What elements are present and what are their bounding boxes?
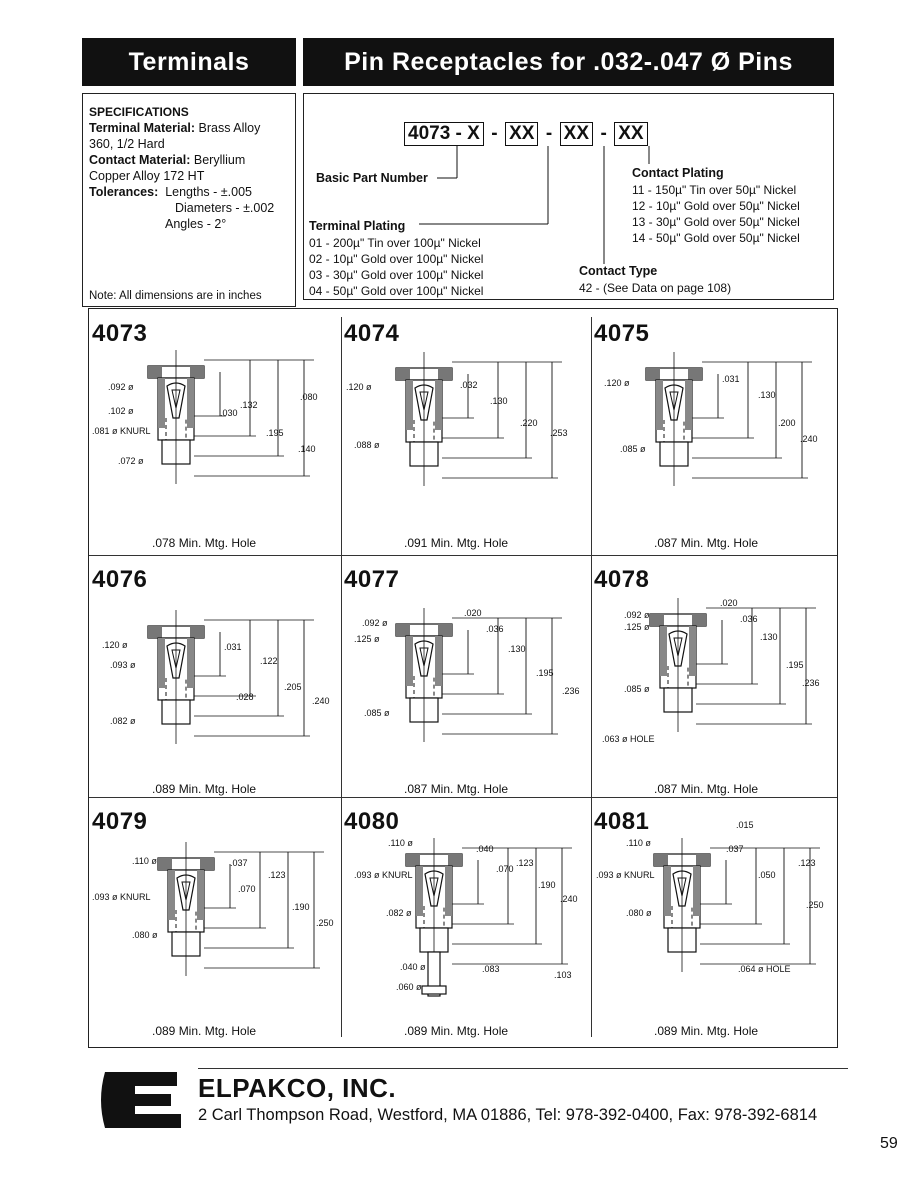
dimension-label: .040 ø (400, 962, 426, 972)
part-number-box (303, 93, 834, 300)
dimension-label: .102 ø (108, 406, 134, 416)
dimension-label: .123 (798, 858, 816, 868)
dimension-label: .120 ø (346, 382, 372, 392)
terminal-plating-03: 03 - 30µ" Gold over 100µ" Nickel (309, 268, 484, 282)
contact-plating-12: 12 - 10µ" Gold over 50µ" Nickel (632, 199, 800, 213)
flange-hatch-left (148, 626, 162, 638)
flange-hatch-right (200, 858, 214, 870)
flange-hatch-left (396, 368, 410, 380)
body-hatch-right (187, 378, 194, 428)
dimension-label: .082 ø (110, 716, 136, 726)
dimension-label: .123 (268, 870, 286, 880)
dimension-label: .120 ø (102, 640, 128, 650)
terminal-drawing (590, 594, 840, 794)
elpakco-logo-mark (95, 1066, 187, 1132)
dimension-label: .064 ø HOLE (738, 964, 791, 974)
pn-dash-1: - (491, 123, 498, 144)
mounting-hole-label: .078 Min. Mtg. Hole (152, 536, 257, 550)
drawing-cell-4081 (590, 796, 840, 1040)
body-hatch-right (435, 380, 442, 430)
terminal-outline (654, 838, 820, 972)
drawing-cell-4079 (88, 796, 338, 1040)
tolerance-angles: Angles - 2° (165, 217, 227, 231)
dimension-label: .040 (476, 844, 494, 854)
pn-dash-3: - (600, 123, 607, 144)
part-title: 4077 (344, 566, 400, 593)
part-title: 4076 (92, 566, 148, 593)
banner-right-text: Pin Receptacles for .032-.047 Ø Pins (344, 47, 793, 76)
footer-address: 2 Carl Thompson Road, Westford, MA 01886, Tel: 978-392-0400, Fax: 978-392-6814 (198, 1106, 818, 1124)
dimension-label: .020 (464, 608, 482, 618)
dimension-label: .132 (240, 400, 258, 410)
dimension-label: .250 (316, 918, 334, 928)
dimension-label: .085 ø (624, 684, 650, 694)
dimension-label: .205 (284, 682, 302, 692)
dimension-label: .122 (260, 656, 278, 666)
dimension-label: .130 (508, 644, 526, 654)
dimension-label: .123 (516, 858, 534, 868)
terminal-plating-01: 01 - 200µ" Tin over 100µ" Nickel (309, 236, 481, 250)
dimension-label: .037 (726, 844, 744, 854)
contact-material-value2: Copper Alloy 172 HT (89, 169, 205, 183)
mounting-hole-label: .087 Min. Mtg. Hole (404, 782, 509, 796)
banner-left-text: Terminals (128, 47, 250, 76)
part-number-base: 4073 - X (404, 122, 484, 146)
dimension-label: .195 (786, 660, 804, 670)
part-title: 4079 (92, 808, 148, 835)
dimension-label: .190 (538, 880, 556, 890)
dimension-label: .130 (760, 632, 778, 642)
dimension-label: .032 (460, 380, 478, 390)
page-number: 59 (880, 1135, 898, 1152)
dimension-label: .093 ø (110, 660, 136, 670)
specs-note: Note: All dimensions are in inches (89, 290, 262, 302)
drawing-cell-4078 (590, 554, 840, 798)
flange-hatch-left (654, 854, 668, 866)
flange-hatch-left (646, 368, 660, 380)
dimension-label: .240 (800, 434, 818, 444)
mounting-hole-label: .091 Min. Mtg. Hole (404, 536, 509, 550)
terminal-plating-04: 04 - 50µ" Gold over 100µ" Nickel (309, 284, 484, 298)
dimension-label: .110 ø (388, 838, 413, 848)
footer-company: ELPAKCO, INC. (198, 1073, 397, 1103)
dimension-label: .190 (292, 902, 310, 912)
contact-material-label: Contact Material: (89, 153, 191, 167)
part-title: 4074 (344, 320, 400, 347)
flange-hatch-right (438, 624, 452, 636)
flange-hatch-left (396, 624, 410, 636)
terminal-drawing (340, 594, 590, 794)
flange-hatch-left (148, 366, 162, 378)
drawing-cell-4076 (88, 554, 338, 798)
dimension-label: .093 ø KNURL (354, 870, 413, 880)
part-title: 4081 (594, 808, 650, 835)
dimension-label: .092 ø (624, 610, 650, 620)
mounting-hole-label: .087 Min. Mtg. Hole (654, 782, 759, 796)
terminal-material-label: Terminal Material: (89, 121, 196, 135)
drawing-cell-4077 (340, 554, 590, 798)
drawing-cell-4073 (88, 308, 338, 552)
dimension-label: .015 (736, 820, 754, 830)
dimension-label: .253 (550, 428, 568, 438)
dimension-label: .036 (486, 624, 504, 634)
terminal-drawing (88, 836, 338, 1036)
dimension-label: .195 (266, 428, 284, 438)
body-hatch-left (168, 870, 175, 920)
dimension-label: .083 (482, 964, 500, 974)
flange-hatch-right (448, 854, 462, 866)
terminal-material-value2: 360, 1/2 Hard (89, 137, 165, 151)
dimension-label: .028 (236, 692, 254, 702)
dimension-label: .080 (300, 392, 318, 402)
mounting-hole-label: .089 Min. Mtg. Hole (152, 782, 257, 796)
terminal-drawing (340, 836, 590, 1036)
specs-heading: SPECIFICATIONS (89, 105, 189, 119)
dimension-label: .085 ø (364, 708, 390, 718)
body-hatch-left (406, 636, 413, 686)
flange-hatch-right (692, 614, 706, 626)
body-hatch-right (685, 380, 692, 430)
body-hatch-left (416, 866, 423, 916)
mounting-hole-label: .089 Min. Mtg. Hole (654, 1024, 759, 1038)
section-banner-pin-receptacles (303, 38, 834, 86)
dimension-label: .140 (298, 444, 316, 454)
dimension-label: .050 (758, 870, 776, 880)
elpakco-logo (95, 1066, 187, 1132)
body-hatch-left (158, 638, 165, 688)
body-hatch-right (435, 636, 442, 686)
body-hatch-left (158, 378, 165, 428)
body-hatch-left (656, 380, 663, 430)
contact-type-value: 42 - (See Data on page 108) (579, 281, 732, 295)
flange-hatch-left (650, 614, 664, 626)
dimension-label: .085 ø (620, 444, 646, 454)
part-title: 4075 (594, 320, 650, 347)
tolerances-label: Tolerances: (89, 185, 159, 199)
flange-hatch-right (190, 366, 204, 378)
dimension-label: .236 (562, 686, 580, 696)
specifications-box (82, 93, 296, 307)
flange-hatch-right (190, 626, 204, 638)
flange-hatch-right (438, 368, 452, 380)
dimension-label: .110 ø (132, 856, 157, 866)
dimension-label: .036 (740, 614, 758, 624)
dimension-label: .060 ø (396, 982, 422, 992)
flange-hatch-left (158, 858, 172, 870)
dimension-label: .082 ø (386, 908, 412, 918)
body-hatch-right (187, 638, 194, 688)
dimension-label: .220 (520, 418, 538, 428)
dimension-label: .020 (720, 598, 738, 608)
dimension-label: .030 (220, 408, 238, 418)
tolerance-lengths: Lengths - ±.005 (165, 185, 252, 199)
basic-part-number-label: Basic Part Number (316, 171, 428, 185)
section-banner-terminals (82, 38, 296, 86)
flange-hatch-left (406, 854, 420, 866)
terminal-outline (148, 610, 314, 744)
body-hatch-right (445, 866, 452, 916)
body-hatch-right (197, 870, 204, 920)
dimension-label: .031 (224, 642, 242, 652)
body-hatch-right (689, 626, 696, 676)
dimension-label: .130 (758, 390, 776, 400)
terminal-drawing (340, 348, 590, 548)
terminal-plating-02: 02 - 10µ" Gold over 100µ" Nickel (309, 252, 484, 266)
terminal-drawing (88, 594, 338, 794)
contact-plating-13: 13 - 30µ" Gold over 50µ" Nickel (632, 215, 800, 229)
part-number-seg4: XX (614, 122, 647, 146)
drawing-cell-4075 (590, 308, 840, 552)
part-number-seg3: XX (560, 122, 593, 146)
terminal-material-value1: Brass Alloy (198, 121, 261, 135)
tolerance-diameters: Diameters - ±.002 (175, 201, 275, 215)
terminal-plating-label: Terminal Plating (309, 219, 406, 233)
part-title: 4080 (344, 808, 400, 835)
flange-hatch-right (688, 368, 702, 380)
dimension-label: .236 (802, 678, 820, 688)
body-hatch-left (406, 380, 413, 430)
contact-plating-label: Contact Plating (632, 166, 724, 180)
dimension-label: .125 ø (624, 622, 650, 632)
contact-plating-14: 14 - 50µ" Gold over 50µ" Nickel (632, 231, 800, 245)
dimension-label: .240 (560, 894, 578, 904)
dimension-label: .093 ø KNURL (596, 870, 655, 880)
contact-type-label: Contact Type (579, 264, 658, 278)
dimension-label: .031 (722, 374, 740, 384)
terminal-drawing (590, 348, 840, 548)
mounting-hole-label: .089 Min. Mtg. Hole (404, 1024, 509, 1038)
drawing-cell-4080 (340, 796, 590, 1040)
dimension-label: .103 (554, 970, 572, 980)
part-title: 4078 (594, 566, 650, 593)
dimension-label: .195 (536, 668, 554, 678)
dimension-label: .200 (778, 418, 796, 428)
terminal-plating-list (309, 235, 483, 299)
dimension-label: .092 ø (108, 382, 134, 392)
dimension-label: .120 ø (604, 378, 630, 388)
dimension-label: .130 (490, 396, 508, 406)
dimension-label: .125 ø (354, 634, 380, 644)
terminal-drawing (88, 348, 338, 548)
contact-material-value1: Beryllium (193, 153, 246, 167)
dimension-label: .093 ø KNURL (92, 892, 151, 902)
part-number-seg2: XX (505, 122, 538, 146)
contact-plating-list (632, 182, 800, 246)
contact-plating-11: 11 - 150µ" Tin over 50µ" Nickel (632, 183, 797, 197)
body-hatch-left (660, 626, 667, 676)
body-hatch-left (664, 866, 671, 916)
dimension-label: .037 (230, 858, 248, 868)
dimension-label: .092 ø (362, 618, 388, 628)
pin-collar (422, 986, 446, 994)
mounting-hole-label: .087 Min. Mtg. Hole (654, 536, 759, 550)
dimension-label: .081 ø KNURL (92, 426, 151, 436)
body-hatch-right (693, 866, 700, 916)
part-title: 4073 (92, 320, 148, 347)
pn-dash-2: - (545, 123, 553, 144)
dimension-label: .080 ø (626, 908, 652, 918)
dimension-label: .110 ø (626, 838, 651, 848)
dimension-label: .070 (496, 864, 514, 874)
dimension-label: .080 ø (132, 930, 158, 940)
dimension-label: .070 (238, 884, 256, 894)
drawing-cell-4074 (340, 308, 590, 552)
dimension-label: .063 ø HOLE (602, 734, 655, 744)
flange-hatch-right (696, 854, 710, 866)
footer-rule (198, 1068, 848, 1069)
mounting-hole-label: .089 Min. Mtg. Hole (152, 1024, 257, 1038)
dimension-label: .240 (312, 696, 330, 706)
dimension-label: .072 ø (118, 456, 144, 466)
dimension-label: .250 (806, 900, 824, 910)
dimension-label: .088 ø (354, 440, 380, 450)
